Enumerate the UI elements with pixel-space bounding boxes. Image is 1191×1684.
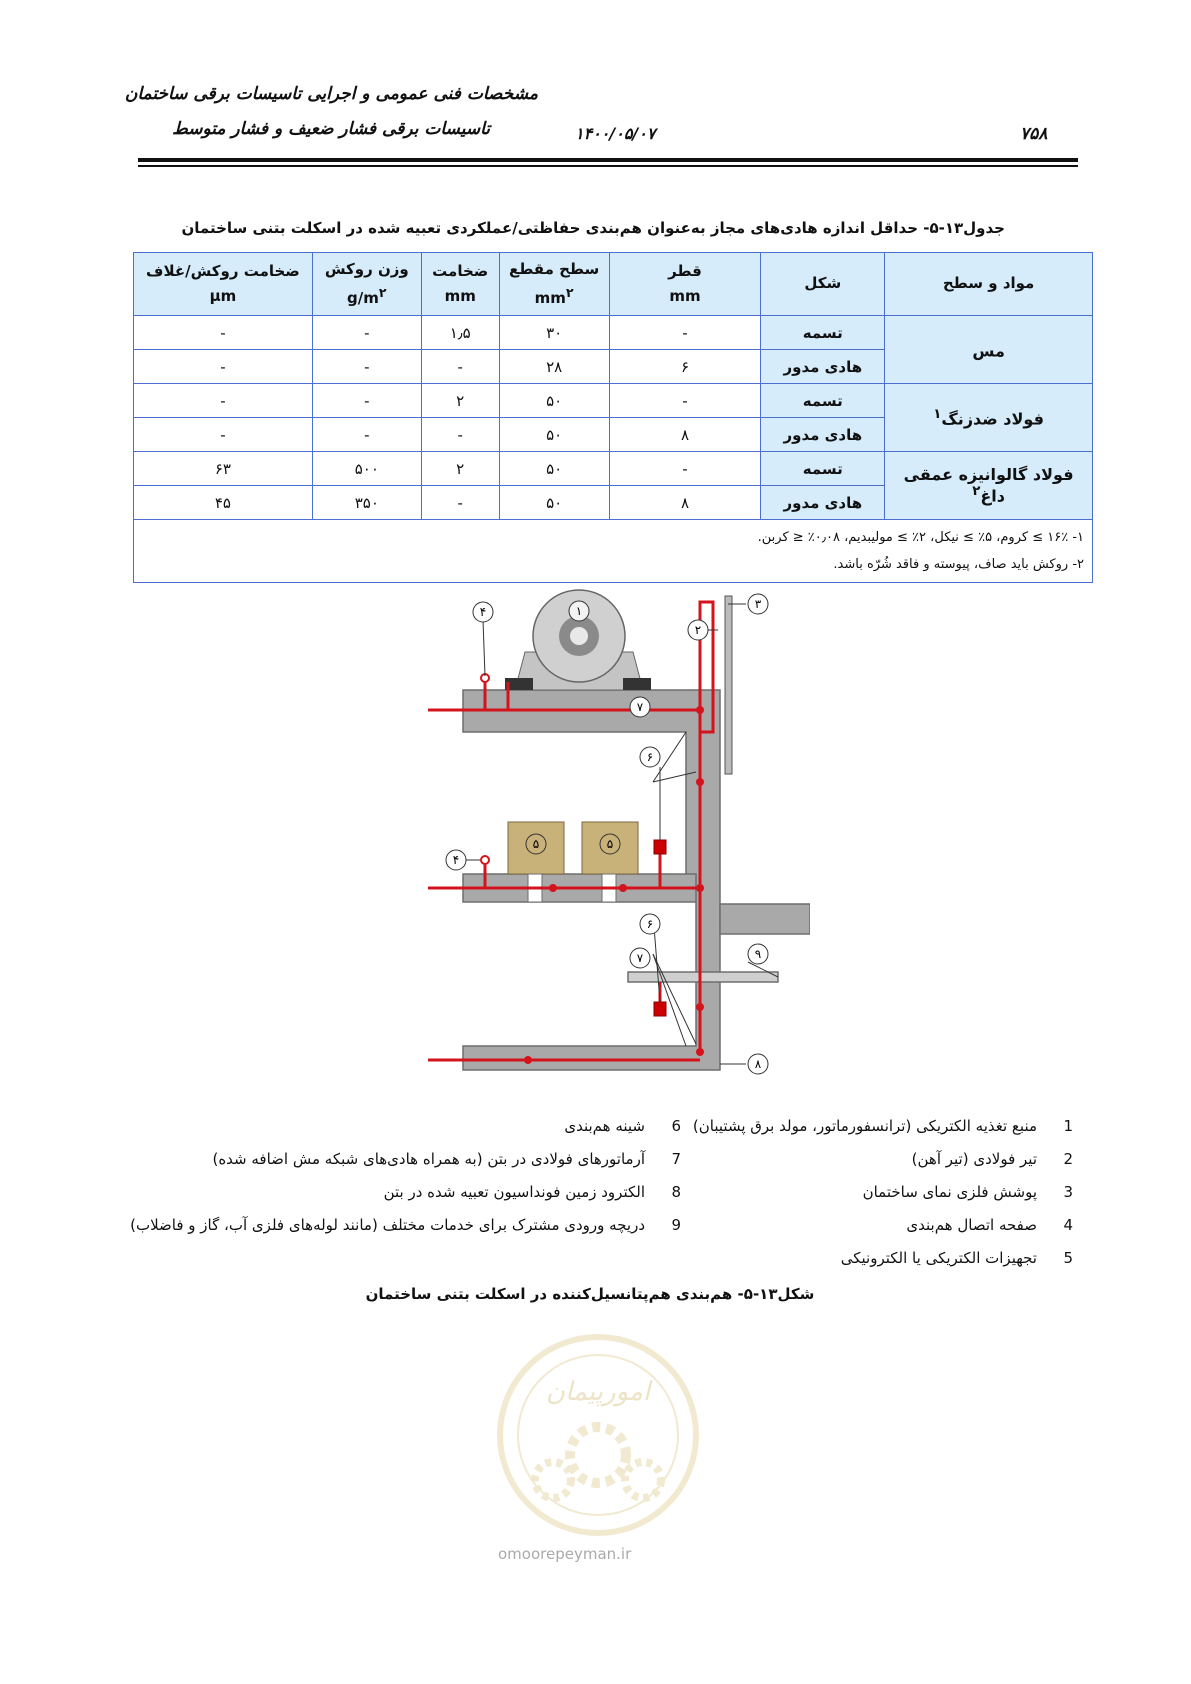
marker-5 xyxy=(600,834,620,854)
diameter-cell: ۸ xyxy=(609,486,761,520)
header-material: مواد و سطح xyxy=(885,253,1093,316)
legend-item: 8الکترود زمین فونداسیون تعبیه شده در بتن xyxy=(383,1183,681,1201)
diameter-cell: - xyxy=(609,384,761,418)
page-number: ۷۵۸ xyxy=(1020,124,1048,144)
book-title: مشخصات فنی عمومی و اجرایی تاسیسات برقی ساختمان xyxy=(124,84,538,104)
thickness-cell: - xyxy=(421,418,499,452)
marker-4 xyxy=(473,602,493,622)
shape-cell: تسمه xyxy=(761,452,885,486)
marker-6 xyxy=(640,747,660,767)
coating-cell: - xyxy=(134,316,313,350)
header-coating-thickness: ضخامت روکش/غلاف µm xyxy=(134,253,313,316)
legend-item: 7آرماتورهای فولادی در بتن (به همراه هادی‌های شبکه مش اضافه شده) xyxy=(212,1150,681,1168)
marker-6 xyxy=(640,914,660,934)
material-cell: فولاد ضدزنگ$^۱$ xyxy=(885,384,1093,452)
weight-cell: ۳۵۰ xyxy=(312,486,421,520)
area-cell: ۵۰ xyxy=(499,418,609,452)
area-cell: ۵۰ xyxy=(499,384,609,418)
marker-2 xyxy=(688,620,708,640)
coating-cell: ۶۳ xyxy=(134,452,313,486)
legend-item: 2تیر فولادی (تیر آهن) xyxy=(911,1150,1073,1168)
weight-cell: ۵۰۰ xyxy=(312,452,421,486)
svg-text:۴: ۴ xyxy=(479,605,487,619)
watermark-site: omoorepeyman.ir xyxy=(498,1545,632,1563)
diameter-cell: - xyxy=(609,316,761,350)
diameter-cell: - xyxy=(609,452,761,486)
svg-text:۶: ۶ xyxy=(646,750,654,764)
header-date: ۱۴۰۰/۰۵/۰۷ xyxy=(575,124,656,143)
area-cell: ۳۰ xyxy=(499,316,609,350)
marker-9 xyxy=(748,944,768,964)
area-cell: ۵۰ xyxy=(499,486,609,520)
header-diameter: قطر mm xyxy=(609,253,761,316)
area-cell: ۲۸ xyxy=(499,350,609,384)
table-row xyxy=(134,452,1093,486)
svg-text:۵: ۵ xyxy=(532,837,540,851)
table-row xyxy=(134,316,1093,350)
diameter-cell: ۸ xyxy=(609,418,761,452)
marker-8 xyxy=(748,1054,768,1074)
coating-cell: - xyxy=(134,384,313,418)
table-caption: جدول۱۳-۵- حداقل اندازه هادی‌های مجاز به‌عنوان هم‌بندی حفاظتی/عملکردی تعبیه شده در اسکلت بتنی ساختمان xyxy=(181,219,1005,237)
table-notes xyxy=(134,520,1093,583)
volume-title: تاسیسات برقی فشار ضعیف و فشار متوسط xyxy=(172,119,490,139)
legend-item: 6شینه هم‌بندی xyxy=(564,1117,681,1135)
svg-text:۷: ۷ xyxy=(636,951,644,965)
weight-cell: - xyxy=(312,350,421,384)
thickness-cell: ۲ xyxy=(421,452,499,486)
svg-text:۸: ۸ xyxy=(754,1057,762,1071)
coating-cell: ۴۵ xyxy=(134,486,313,520)
watermark-logo xyxy=(493,1330,703,1570)
svg-text:۹: ۹ xyxy=(754,947,762,961)
thickness-cell: - xyxy=(421,486,499,520)
legend-item: 4صفحه اتصال هم‌بندی xyxy=(906,1216,1073,1234)
svg-text:۶: ۶ xyxy=(646,917,654,931)
shape-cell: هادی مدور xyxy=(761,418,885,452)
marker-7 xyxy=(630,697,650,717)
coating-cell: - xyxy=(134,350,313,384)
svg-text:۵: ۵ xyxy=(606,837,614,851)
legend-item: 3پوشش فلزی نمای ساختمان xyxy=(862,1183,1073,1201)
header-thickness: ضخامت mm xyxy=(421,253,499,316)
header-shape: شکل xyxy=(761,253,885,316)
marker-7 xyxy=(630,948,650,968)
svg-text:۴: ۴ xyxy=(452,853,460,867)
material-cell: مس xyxy=(885,316,1093,384)
svg-text:امورپیمان: امورپیمان xyxy=(545,1377,651,1407)
svg-text:۳: ۳ xyxy=(754,597,762,611)
svg-text:۱: ۱ xyxy=(575,604,583,618)
weight-cell: - xyxy=(312,418,421,452)
coating-cell: - xyxy=(134,418,313,452)
facade-cladding xyxy=(725,596,732,774)
header-area: سطح مقطع $mm^۲$ xyxy=(499,253,609,316)
marker-5 xyxy=(526,834,546,854)
figure-caption: شکل۱۳-۵- هم‌بندی هم‌پتانسیل‌کننده در اسکلت بتنی ساختمان xyxy=(365,1285,815,1303)
table-note: ۱- ۱۶٪ ≥ کروم، ۵٪ ≥ نیکل، ۲٪ ≥ مولیبدیم، ۰٫۰۸٪ ≤ کربن. xyxy=(757,530,1084,545)
weight-cell: - xyxy=(312,316,421,350)
legend-item: 1منبع تغذیه الکتریکی (ترانسفورماتور، مولد برق پشتیبان) xyxy=(692,1117,1073,1135)
table-row xyxy=(134,384,1093,418)
weight-cell: - xyxy=(312,384,421,418)
thickness-cell: ۱٫۵ xyxy=(421,316,499,350)
diameter-cell: ۶ xyxy=(609,350,761,384)
legend-item: 5تجهیزات الکتریکی یا الکترونیکی xyxy=(840,1249,1073,1267)
marker-4 xyxy=(446,850,466,870)
table-header-row xyxy=(134,253,1093,316)
bonding-diagram xyxy=(428,582,810,1106)
shape-cell: هادی مدور xyxy=(761,486,885,520)
spec-table xyxy=(133,252,1093,583)
table-note: ۲- روکش باید صاف، پیوسته و فاقد شُرّه باشد. xyxy=(833,557,1084,572)
marker-1 xyxy=(569,601,589,621)
bonding-bar-lower xyxy=(654,1002,666,1016)
bonding-bar-upper xyxy=(654,840,666,854)
thickness-cell: - xyxy=(421,350,499,384)
thickness-cell: ۲ xyxy=(421,384,499,418)
shape-cell: هادی مدور xyxy=(761,350,885,384)
header-rule xyxy=(138,158,1078,162)
svg-text:۷: ۷ xyxy=(636,700,644,714)
svg-text:۲: ۲ xyxy=(694,623,702,637)
marker-3 xyxy=(748,594,768,614)
header-rule-thin xyxy=(138,165,1078,167)
area-cell: ۵۰ xyxy=(499,452,609,486)
shape-cell: تسمه xyxy=(761,316,885,350)
header-coating-weight: وزن روکش $g/m^۲$ xyxy=(312,253,421,316)
concrete-structure xyxy=(463,690,810,1070)
legend-item: 9دریچه ورودی مشترک برای خدمات مختلف (مانند لوله‌های فلزی آب، گاز و فاضلاب) xyxy=(130,1216,681,1234)
notes-row xyxy=(134,520,1093,583)
material-cell: فولاد گالوانیزه عمقی داغ$^۲$ xyxy=(885,452,1093,520)
shape-cell: تسمه xyxy=(761,384,885,418)
